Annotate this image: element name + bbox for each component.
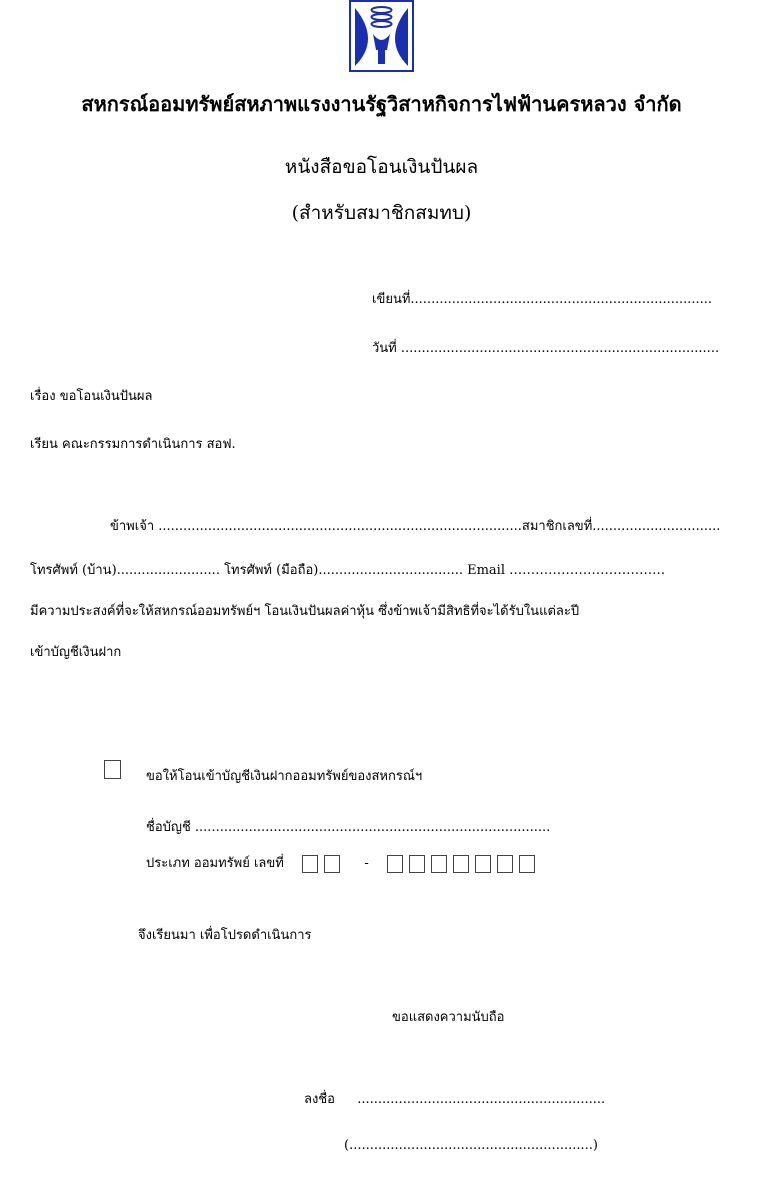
printed-name-field[interactable]: (...........................................................) — [344, 1138, 598, 1153]
account-name-field[interactable]: ชื่อบัญชี ...................................................................................... — [146, 820, 551, 835]
cooperative-logo — [349, 0, 414, 72]
account-number-digit-box[interactable] — [453, 855, 469, 873]
account-prefix-digit-box[interactable] — [324, 855, 340, 873]
date-field[interactable]: วันที่ ............................................................................. — [372, 341, 720, 356]
organization-name: สหกรณ์ออมทรัพย์สหภาพแรงงานรัฐวิสาหกิจการไฟฟ้านครหลวง จำกัด — [81, 92, 682, 116]
signature-field[interactable]: ............................................................ — [357, 1092, 606, 1107]
account-type-label: ประเภท ออมทรัพย์ เลขที่ — [146, 856, 284, 871]
signature-label: ลงชื่อ — [304, 1092, 335, 1107]
written-at-field[interactable]: เขียนที่......................................................................... — [372, 292, 713, 307]
signature-row — [304, 1088, 605, 1109]
account-number-boxes[interactable] — [387, 856, 541, 871]
account-separator: - — [364, 856, 369, 871]
closing-text: จึงเรียนมา เพื่อโปรดดำเนินการ — [138, 928, 312, 943]
intent-text-continued: เข้าบัญชีเงินฝาก — [30, 645, 122, 660]
intent-text: มีความประสงค์ที่จะให้สหกรณ์ออมทรัพย์ฯ โอนเงินปันผลค่าหุ้น ซึ่งข้าพเจ้ามีสิทธิที่จะได้รับในแต่ละปี — [30, 604, 580, 619]
account-prefix-boxes[interactable] — [302, 856, 346, 871]
transfer-option-label: ขอให้โอนเข้าบัญชีเงินฝากออมทรัพย์ของสหกรณ์ฯ — [146, 769, 423, 784]
account-number-digit-box[interactable] — [431, 855, 447, 873]
account-number-digit-box[interactable] — [497, 855, 513, 873]
transfer-option-checkbox[interactable] — [104, 760, 121, 779]
applicant-name-member-field[interactable]: ข้าพเจ้า ........................................................................................สมาชิกเลขที่............................... — [110, 519, 721, 534]
account-number-digit-box[interactable] — [519, 855, 535, 873]
form-subtitle: (สำหรับสมาชิกสมทบ) — [291, 202, 472, 224]
account-prefix-digit-box[interactable] — [302, 855, 318, 873]
form-title: หนังสือขอโอนเงินปันผล — [284, 156, 479, 178]
account-number-digit-box[interactable] — [409, 855, 425, 873]
account-number-row — [146, 852, 541, 873]
subject-line: เรื่อง ขอโอนเงินปันผล — [30, 389, 153, 404]
account-number-digit-box[interactable] — [475, 855, 491, 873]
account-number-digit-box[interactable] — [387, 855, 403, 873]
regards-text: ขอแสดงความนับถือ — [392, 1010, 505, 1025]
phone-email-field[interactable]: โทรศัพท์ (บ้าน)......................... โทรศัพท์ (มือถือ)................................... Email ……………………………… — [30, 563, 666, 578]
addressee-line: เรียน คณะกรรมการดำเนินการ สอฟ. — [30, 437, 236, 452]
